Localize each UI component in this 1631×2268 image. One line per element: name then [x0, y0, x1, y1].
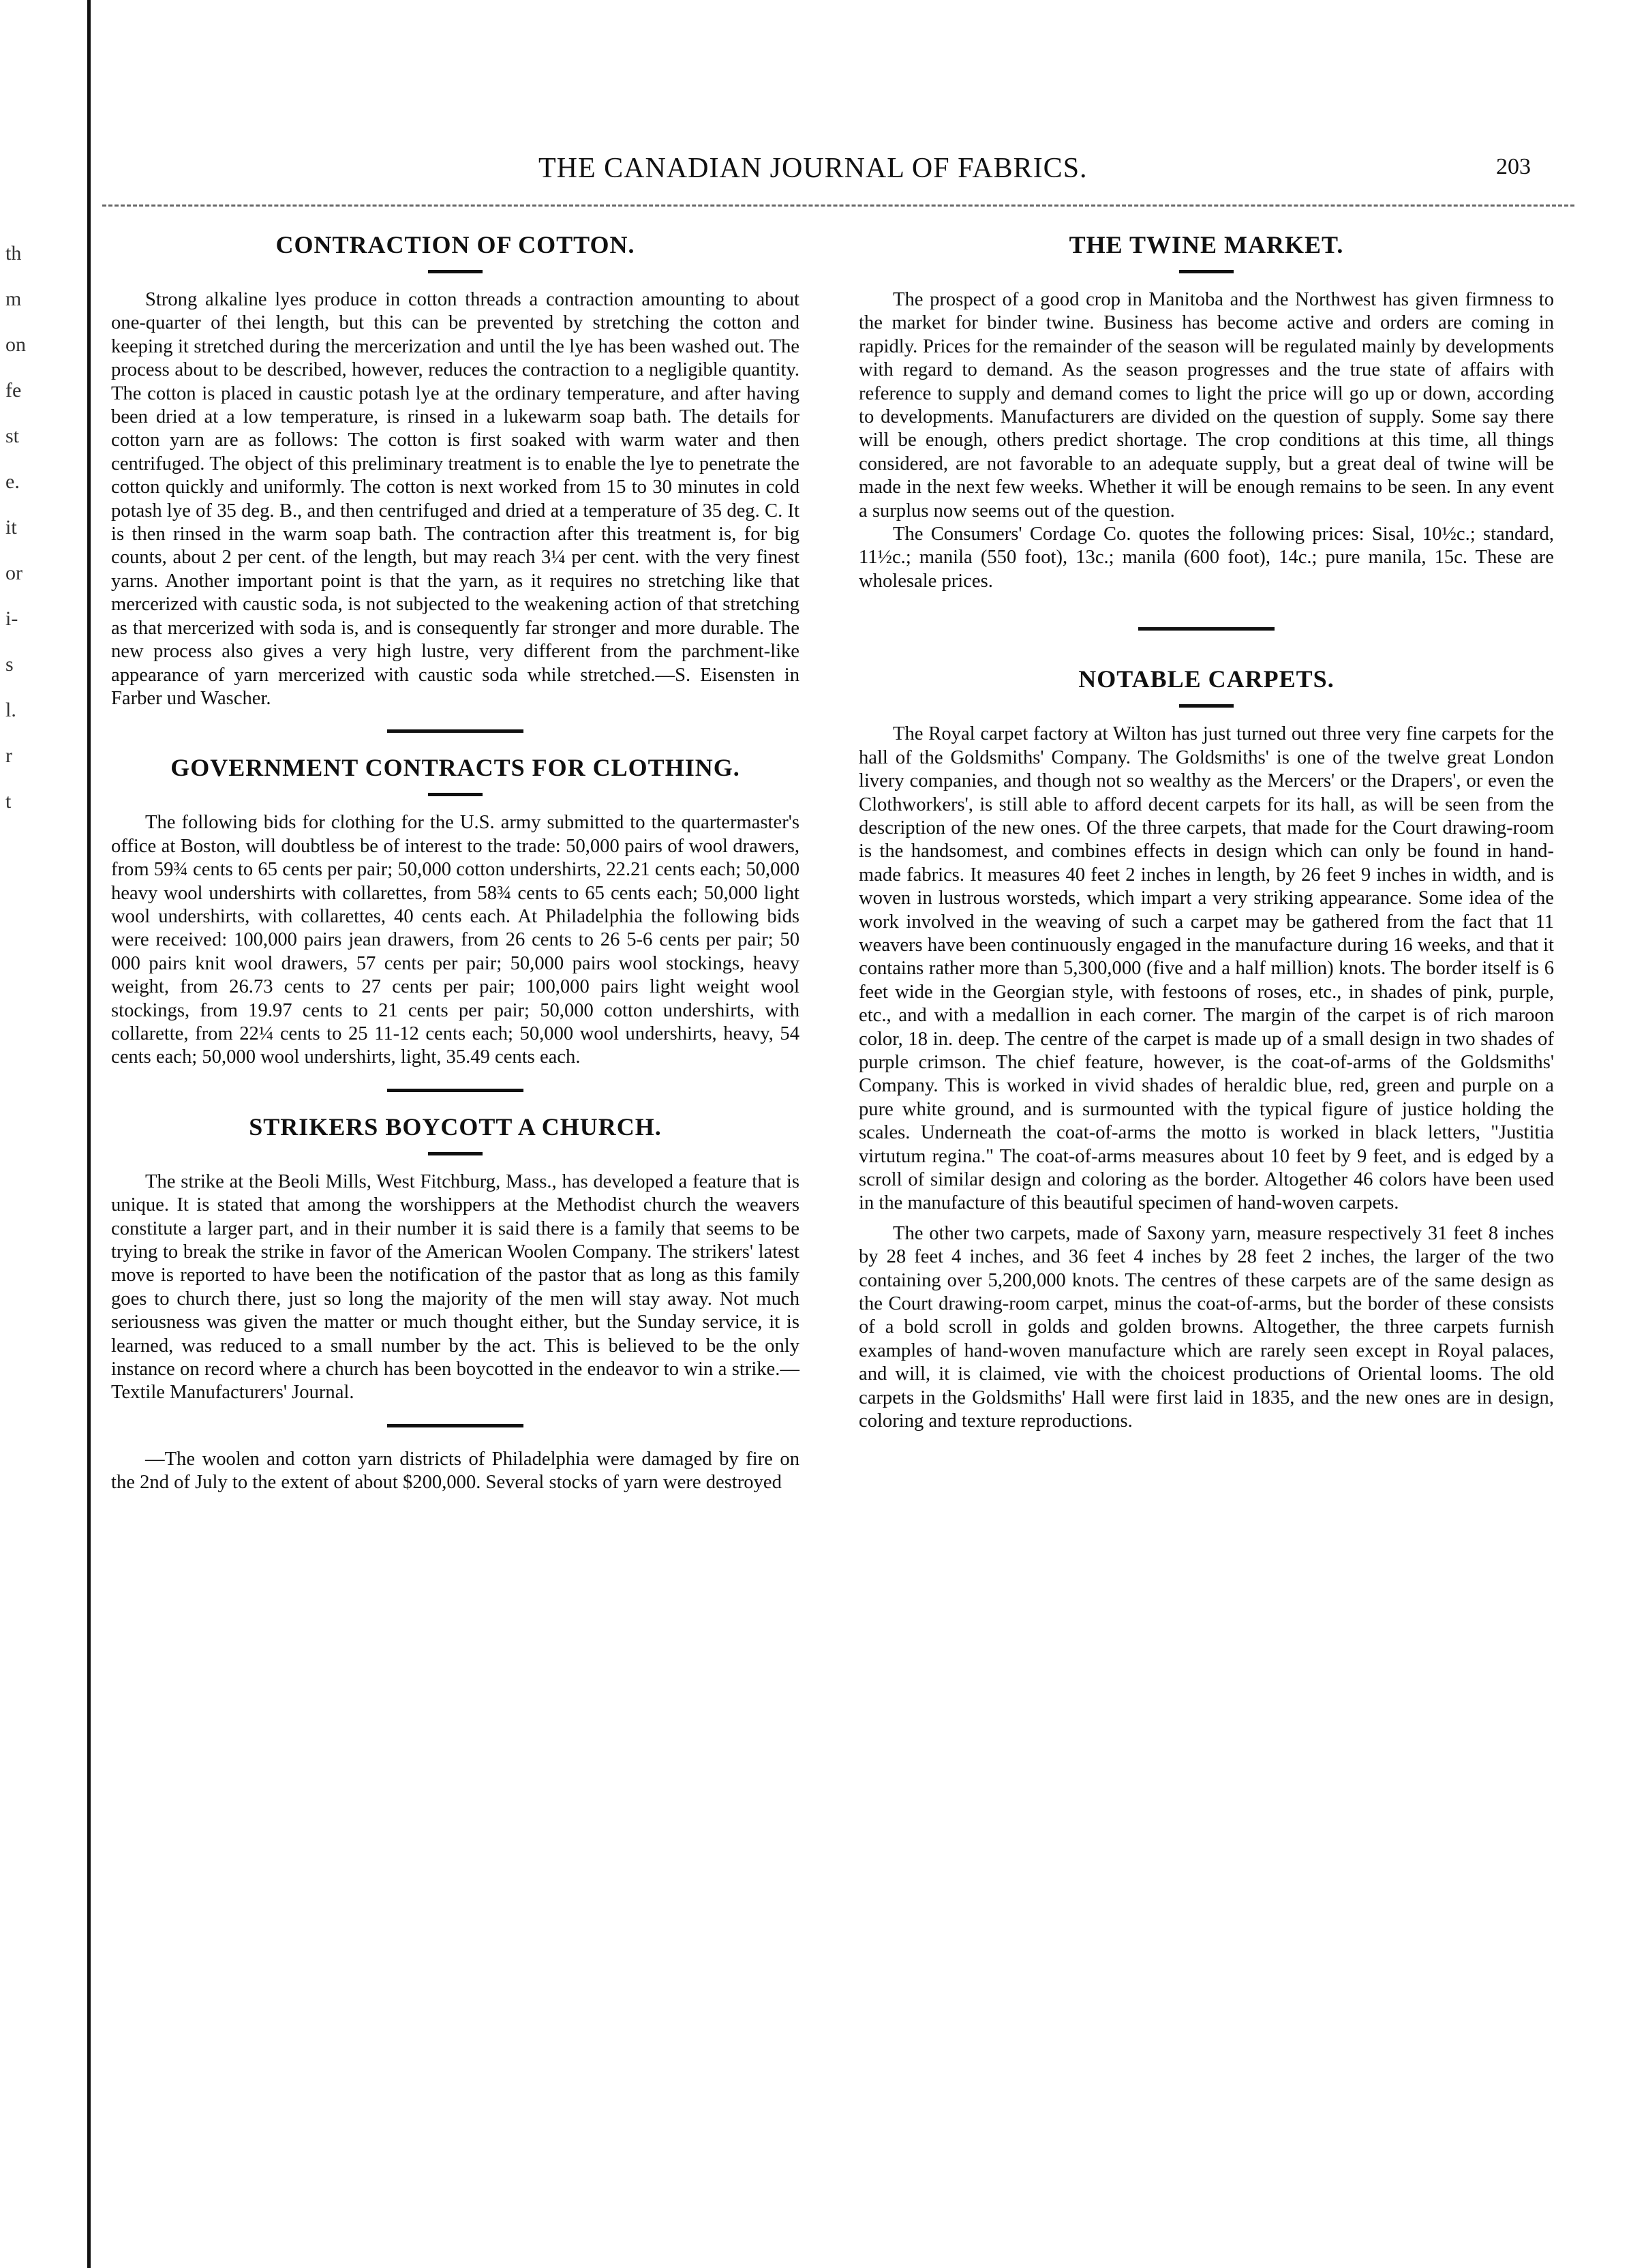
page-number: 203	[1496, 154, 1531, 179]
title-rule	[428, 270, 483, 273]
article-paragraph: The following bids for clothing for the U.S. army submitted to the quartermaster's office at Boston, will doubtless be of interest to the trade: 50,000 pairs of wool drawers, from 59¾ cents to 65 cents per pair; 50,000 cotton undershirts, 22.21 cents each; 50,000 heavy wool undershirts with collarettes, from 58¾ cents to 65 cents each; 50,000 light wool undershirts, with collarettes, 40 cents each. At Philadelphia the following bids were received: 100,000 pairs jean drawers, from 26 cents to 26 5-6 cents per pair; 50 000 pairs knit wool drawers, 57 cents per pair; 50,000 pairs wool stockings, heavy weight, from 26.73 cents to 27 cents per pair; 100,000 pairs light weight wool stockings, from 19.97 cents to 21 cents per pair; 50,000 cotton undershirts, with collarette, from 22¼ cents to 25 11-12 cents each; 50,000 wool undershirts, heavy, 54 cents each; 50,000 wool undershirts, light, 35.49 cents each.	[111, 812, 799, 1068]
article-title: NOTABLE CARPETS.	[1078, 665, 1335, 693]
margin-fragment: th	[5, 242, 22, 264]
title-rule	[428, 1152, 483, 1155]
article-paragraph: The Royal carpet factory at Wilton has just turned out three very fine carpets for the hall of the Goldsmiths' Company. The Goldsmiths' is one of the twelve great London livery companies, and though not so wealthy as the Mercers' or the Drapers', or even the Clothworkers', is still able to afford decent carpets for its hall, as will be seen from the description of the new ones. Of the three carpets, that made for the Court drawing-room is the handsomest, and combines effects in design which can only be found in hand-made fabrics. It measures 40 feet 2 inches in length, by 26 feet 9 inches in width, and is woven in lustrous worsteds, which impart a very striking appearance. Some idea of the work involved in the weaving of such a carpet may be gathered from the fact that 11 weavers have been continuously engaged in the manufacture during 16 weeks, and that it contains rather more than 5,300,000 (five and a half million) knots. The border itself is 6 feet wide in the Georgian style, with festoons of roses, etc., in shades of pink, purple, etc., and with a medallion in each corner. The margin of the carpet is of rich maroon color, 18 in. deep. The centre of the carpet is made up of a small design in two shades of purple crimson. The chief feature, however, is the coat-of-arms of the Goldsmiths' Company. This is worked in vivid shades of heraldic blue, red, green and purple on a pure white ground, and is surmounted with the typical figure of justice holding the scales. Underneath the coat-of-arms the motto is worked in black letters, "Justitia virtutum regina." The coat-of-arms measures about 10 feet by 9 feet, and is edged by a scroll of similar design and coloring as the border. Altogether 46 colors have been used in the manufacture of this beautiful specimen of hand-woven carpets.	[859, 723, 1554, 1214]
news-note	[111, 1448, 799, 1495]
article-paragraph: The strike at the Beoli Mills, West Fitchburg, Mass., has developed a feature that is unique. It is stated that among the worshippers at the Methodist church the weavers constitute a larger part, and in their number it is said there is a family that seems to be trying to break the strike in favor of the American Woolen Company. The strikers' latest move is reported to have been the notification of the pastor that as long as this family goes to church there, just so long the majority of the men will stay away. Not much seriousness was given the matter or much thought either, but the Sunday service, it is learned, was reduced to a small number by the act. This is believed to be the only instance on record where a church has been boycotted in the endeavor to win a strike.—Textile Manufacturers' Journal.	[111, 1170, 799, 1404]
article-title: STRIKERS BOYCOTT A CHURCH.	[249, 1113, 662, 1140]
header-rule	[102, 205, 1574, 207]
right-column	[859, 230, 1554, 1433]
margin-fragment: m	[5, 288, 22, 310]
article-contraction-of-cotton	[111, 230, 799, 710]
article-strikers-boycott	[111, 1113, 799, 1405]
article-title: CONTRACTION OF COTTON.	[275, 231, 635, 258]
article-separator	[387, 729, 523, 733]
title-rule	[1179, 270, 1234, 273]
margin-fragment: e.	[5, 470, 20, 493]
article-notable-carpets	[859, 665, 1554, 1433]
margin-fragment: s	[5, 653, 14, 676]
article-twine-market	[859, 230, 1554, 593]
article-paragraph: Strong alkaline lyes produce in cotton threads a contraction amounting to about one-quarter of thei length, but this can be prevented by stretching the cotton and keeping it stretched during the mercerization and until the lye has been washed out. The process about to be described, however, reduces the contraction to a negligible quantity. The cotton is placed in caustic potash lye at the ordinary temperature, and after having been dried at a low temperature, is rinsed in a lukewarm soap bath. The details for cotton yarn are as follows: The cotton is first soaked with warm water and then centrifuged. The object of this preliminary treatment is to enable the lye to penetrate the cotton quickly and uniformly. The cotton is next worked from 15 to 30 minutes in cold potash lye of 35 deg. B., and then centrifuged and dried at a temperature of 35 deg. C. It is then rinsed in the warm soap bath. The contraction after this treatment is, for big counts, about 2 per cent. of the length, but may reach 3¼ per cent. with the very finest yarns. Another important point is that the yarn, as it requires no stretching like that mercerized with caustic soda, is not subjected to the weakening action of that stretching as that mercerized with soda is, and is consequently far stronger and more durable. The new process also gives a very high lustre, very different from the parchment-like appearance of yarn mercerized with caustic soda while stretched.—S. Eisensten in Farber und Wascher.	[111, 289, 799, 709]
margin-fragment: it	[5, 516, 17, 539]
article-separator	[387, 1424, 523, 1427]
title-rule	[1179, 704, 1234, 708]
margin-fragments	[5, 230, 80, 824]
article-title: THE TWINE MARKET.	[1069, 231, 1344, 258]
margin-fragment: i-	[5, 607, 18, 630]
article-title: GOVERNMENT CONTRACTS FOR CLOTHING.	[170, 754, 740, 782]
margin-fragment: st	[5, 425, 20, 447]
margin-fragment: on	[5, 333, 26, 356]
article-paragraph: The prospect of a good crop in Manitoba and the Northwest has given firmness to the market for binder twine. Business has become active and orders are coming in rapidly. Prices for the remainder of the season will be regulated mainly by developments with regard to demand. As the season progresses and the true state of affairs with reference to supply and demand comes to light the price will go up or down, according to developments. Manufacturers are divided on the question of supply. Some say there will be enough, others predict shortage. The crop conditions at this time, all things considered, are not favorable to an adequate supply, but a great deal of twine will be made in the next few weeks. Whether it will be enough remains to be seen. In any event a surplus now seems out of the question.	[859, 289, 1554, 521]
article-paragraph: The other two carpets, made of Saxony yarn, measure respectively 31 feet 8 inches by 28 feet 4 inches, and 36 feet 4 inches by 28 feet 2 inches, the larger of the two containing over 5,200,000 knots. The centres of these carpets are of the same design as the Court drawing-room carpet, minus the coat-of-arms, but the border of these consists of a bold scroll in golds and golden browns. Altogether, the three carpets furnish examples of hand-woven manufacture which are rarely seen except in Royal palaces, and will, it is claimed, vie with the choicest productions of Oriental looms. The old carpets in the Goldsmiths' Hall were first laid in 1835, and the new ones are in design, coloring and texture reproductions.	[859, 1222, 1554, 1432]
note-paragraph: —The woolen and cotton yarn districts of Philadelphia were damaged by fire on the 2nd of July to the extent of about $200,000. Several stocks of yarn were destroyed	[111, 1448, 799, 1494]
margin-fragment: fe	[5, 379, 22, 402]
journal-title: THE CANADIAN JOURNAL OF FABRICS.	[538, 153, 1088, 184]
title-rule	[428, 793, 483, 796]
left-margin-rule	[87, 0, 91, 2268]
article-separator	[387, 1089, 523, 1092]
margin-fragment: l.	[5, 699, 16, 721]
article-government-contracts	[111, 753, 799, 1069]
left-column	[111, 230, 799, 1495]
margin-fragment: or	[5, 562, 22, 584]
margin-fragment: r	[5, 744, 12, 767]
article-paragraph: The Consumers' Cordage Co. quotes the following prices: Sisal, 10½c.; standard, 11½c.; manila (550 foot), 13c.; manila (600 foot), 14c.; pure manila, 15c. These are wholesale prices.	[859, 524, 1554, 592]
article-separator	[1138, 627, 1275, 631]
margin-fragment: t	[5, 790, 12, 813]
